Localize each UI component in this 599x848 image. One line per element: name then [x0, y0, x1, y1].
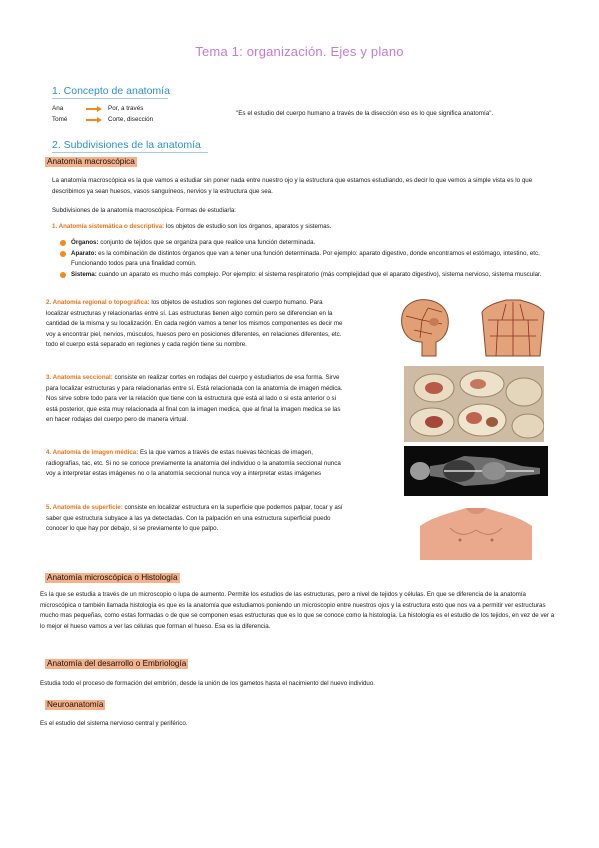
sectional-lead: 3. Anatomía seccional:: [46, 374, 113, 381]
bullet-text: cuando un aparato es mucho más complejo. Por ejemplo: el sistema respiratorio (más complejidad que el aparato digestivo), sistema nervioso, sistema muscular.: [96, 270, 542, 278]
bullet-text: conjunto de tejidos que se organiza para que realice una función determinada.: [98, 239, 316, 246]
head-regions-image: [392, 298, 462, 358]
regional-text: los objetos de estudios son regiones del cuerpo humano. Para localizar estructuras y relacionarlas entre sí. Las estructuras tienen algo común pero se diferencian en la cantidad de la misma y su localización. En cada región vamos a tener los mismos componentes es decir me voy a encontrar piel, nervios, músculos, huesos pero en posiciones diferentes, en relaciones diferentes, etc. todo el cuerpo está separado en regiones y cada región tiene su nombre.: [46, 299, 343, 349]
regional-paragraph: [46, 298, 346, 351]
systematic-paragraph: [52, 222, 552, 233]
definition-quote: "Es el estudio del cuerpo humano a través de la disección eso es lo que significa anatomía".: [236, 110, 494, 117]
page-title: Tema 1: organización. Ejes y plano: [195, 44, 404, 59]
etymology-word: Ana: [52, 105, 64, 112]
section-heading-concept-text: 1. Concepto de anatomía: [52, 85, 170, 97]
surface-lead: 5. Anatomía de superficie:: [46, 504, 123, 511]
heading-underline: [52, 152, 208, 153]
bullet-dot-icon: [60, 272, 66, 278]
systematic-lead: 1. Anatomía sistemática o descriptiva:: [52, 223, 165, 230]
bullet-dot-icon: [60, 240, 66, 246]
etymology-row: [52, 114, 153, 125]
subheading-embryo: Anatomía del desarrollo o Embriología: [47, 659, 187, 668]
section-heading-subdivisions: [52, 139, 208, 153]
list-item: [60, 249, 560, 270]
etymology-meaning: Por, a través: [108, 105, 144, 112]
surface-text: consiste en localizar estructura en la superficie que podemos palpar, tocar y así saber que estructura subyace a las ya detectadas. Con la palpación en una estructura superficial puedo conocer lo que hay por debajo, si se previamente lo que palpo.: [46, 504, 343, 533]
imaging-text: Es la que vamos a través de estas nuevas técnicas de imagen, radiografías, tac, etc. Si no se conoce previamente la anatomía del individuo o la anatomía seccional nunca voy a interpretar estas imágenes no o la anatomía seccional nunca voy a interpretar estas imágenes: [46, 449, 341, 478]
subheading-macro: Anatomía macroscópica: [47, 157, 135, 166]
etymology-row: [52, 103, 153, 114]
bullet-lead: Aparato:: [71, 249, 97, 257]
etymology-meaning: Corte, disección: [108, 116, 154, 123]
sectional-text: consiste en realizar cortes en rodajas del cuerpo y estudiarlos de esa forma. Sirve para localizar estructuras y para relacionarlas entre sí. Está relacionada con la anatomía de imagen médica. Nos sirve sobre todo para ver la relación que tiene con la estructura que está al lado o si esta anterior o si está posterior, que esta muy relacionada al final con la imagen medica, que al final la imagen medica se las en hacer rodajas del cuerpo pero de manera virtual.: [46, 374, 343, 424]
imaging-paragraph: [46, 448, 346, 480]
embryo-paragraph: Estudia todo el proceso de formación del embrión, desde la unión de los gametos hasta el nacimiento del nuevo individuo.: [40, 680, 376, 687]
heading-underline: [52, 98, 168, 99]
bullet-lead: Órganos:: [71, 239, 99, 246]
bullet-dot-icon: [60, 251, 66, 257]
etymology-word: Tomé: [52, 116, 68, 123]
section-heading-concept: [52, 85, 170, 99]
imaging-lead: 4. Anatomía de imagen médica:: [46, 449, 139, 456]
macro-intro: La anatomía macroscópica es la que vamos a estudiar sin poner nada entre nuestro ojo y la estructura que estamos estudiando, es decir lo que vemos a simple vista es lo que describimos ya sean huesos, vasos sanguíneos, nervios y la estructura que sea.: [52, 177, 533, 195]
macro-forms-label: Subdivisiones de la anatomía macroscópica. Formas de estudiarla:: [52, 207, 236, 214]
subheading-neuro: Neuroanatomía: [47, 700, 104, 709]
section-heading-subdivisions-text: 2. Subdivisiones de la anatomía: [52, 139, 201, 151]
regional-lead: 2. Anatomía regional o topográfica:: [46, 299, 150, 306]
arrow-right-icon: [86, 117, 102, 123]
systematic-text: los objetos de estudio son los órganos, aparatos y sistemas.: [164, 223, 332, 230]
bullet-text: es la combinación de distintos órganos que van a tener una función determinada. Por ejemplo: aparato digestivo, donde encontramos el estómago, intestino, etc. Funcionando todos para una finalidad común.: [71, 249, 540, 268]
medical-scan-image: [404, 446, 548, 496]
surface-paragraph: [46, 503, 346, 535]
micro-paragraph: Es la que se estudia a través de un microscopio o lupa de aumento. Permite los estudios de las estructuras, pero a nivel de tejidos y células. En que se diferencia de la anatomía microscópica o también llamada histología es que es la anatomía que estudiamos poniendo un microscopio entre nuestros ojos y la estructura esto que nos va a permitir ver estructuras mucho mas pequeñas, como estas formadas o de que se componen esas estructuras que es lo que se conoce como la histología. La histología es el estudio de los tejidos, en vez de ver a lo mejor el hueso vamos a ver las células que forman el hueso. Esa es la diferencia.: [40, 591, 555, 630]
surface-anatomy-image: [420, 504, 532, 560]
subheading-micro: Anatomía microscópica o Histología: [47, 573, 178, 582]
bullet-lead: Sistema:: [71, 270, 97, 278]
etymology-list: [52, 103, 153, 125]
neuro-paragraph: Es el estudio del sistema nervioso central y periférico.: [40, 720, 188, 727]
systematic-bullets: [60, 238, 560, 280]
list-item: [60, 270, 560, 281]
sectional-paragraph: [46, 373, 346, 426]
arrow-right-icon: [86, 106, 102, 112]
list-item: [60, 238, 560, 249]
torso-regions-image: [478, 298, 548, 358]
cross-section-slices-image: [404, 366, 544, 442]
